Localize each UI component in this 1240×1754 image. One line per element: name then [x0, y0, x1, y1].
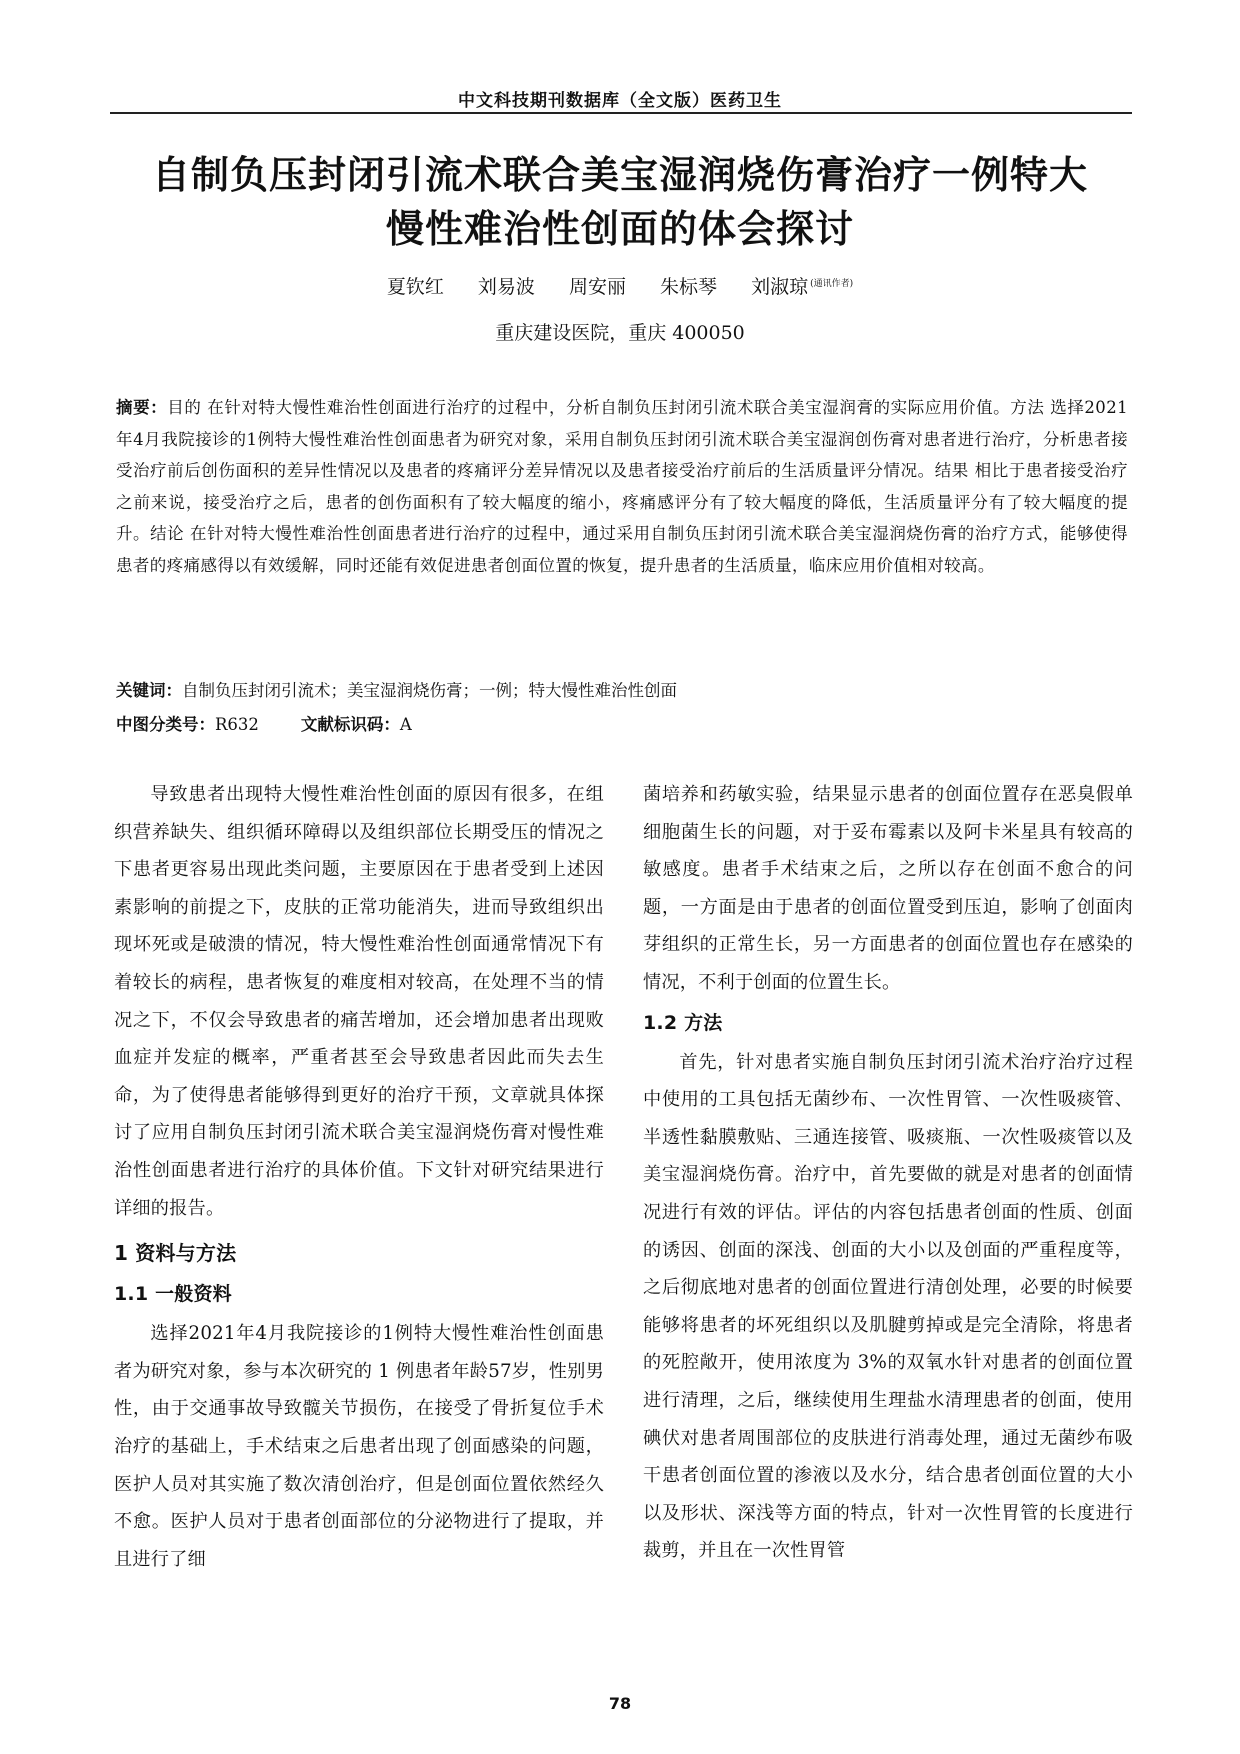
author-name: 刘淑琼	[751, 276, 809, 298]
title-line-2: 慢性难治性创面的体会探讨	[385, 207, 854, 251]
classification-label: 中图分类号：	[116, 715, 215, 734]
body-paragraph: 选择2021年4月我院接诊的1例特大慢性难治性创面患者为研究对象，参与本次研究的 1 例患者年龄57岁，性别男性，由于交通事故导致髋关节损伤，在接受了骨折复位手术治疗的基础上，手术结束之后患者出现了创面感染的问题，医护人员对其实施了数次清创治疗，但是创面位置依然经久不愈。医护人员对于患者创面部位的分泌物进行了提取，并且进行了细	[114, 1323, 604, 1570]
author-name: 刘易波	[477, 276, 535, 298]
classification-value: R632	[215, 715, 259, 734]
section-heading: 1 资料与方法	[114, 1241, 237, 1266]
corresponding-author-mark: (通讯作者)	[810, 278, 854, 289]
intro-paragraph: 导致患者出现特大慢性难治性创面的原因有很多，在组织营养缺失、组织循环障碍以及组织部位长期受压的情况之下患者更容易出现此类问题，主要原因在于患者受到上述因素影响的前提之下，皮肤的正常功能消失，进而导致组织出现坏死或是破溃的情况，特大慢性难治性创面通常情况下有着较长的病程，患者恢复的难度相对较高，在处理不当的情况之下，不仅会导致患者的痛苦增加，还会增加患者出现败血症并发症的概率，严重者甚至会导致患者因此而失去生命，为了使得患者能够得到更好的治疗干预，文章就具体探讨了应用自制负压封闭引流术联合美宝湿润烧伤膏对慢性难治性创面患者进行治疗的具体价值。下文针对研究结果进行详细的报告。	[114, 784, 604, 1219]
author-list	[0, 272, 1240, 299]
abstract	[116, 392, 1128, 582]
title-line-1: 自制负压封闭引流术联合美宝湿润烧伤膏治疗一例特大	[151, 153, 1088, 197]
header-rule	[110, 112, 1132, 114]
affiliation: 重庆建设医院，重庆 400050	[495, 322, 745, 344]
body-paragraph: 菌培养和药敏实验，结果显示患者的创面位置存在恶臭假单细胞菌生长的问题，对于妥布霉素以及阿卡米星具有较高的敏感度。患者手术结束之后，之所以存在创面不愈合的问题，一方面是由于患者的创面位置受到压迫，影响了创面肉芽组织的正常生长，另一方面患者的创面位置也存在感染的情况，不利于创面的位置生长。	[643, 784, 1133, 993]
author-name: 朱标琴	[660, 276, 718, 298]
keywords-label: 关键词：	[116, 681, 182, 700]
author-name: 夏钦红	[386, 276, 444, 298]
document-code-value: A	[399, 715, 412, 734]
classification-line	[116, 710, 1128, 740]
author-name-corresponding	[751, 276, 853, 298]
abstract-text: 目的 在针对特大慢性难治性创面进行治疗的过程中，分析自制负压封闭引流术联合美宝湿润膏的实际应用价值。方法 选择2021年4月我院接诊的1例特大慢性难治性创面患者为研究对象，采用自制负压封闭引流术联合美宝湿润创伤膏对患者进行治疗，分析患者接受治疗前后创伤面积的差异性情况以及患者的疼痛评分差异情况以及患者接受治疗前后的生活质量评分情况。结果 相比于患者接受治疗之前来说，接受治疗之后，患者的创伤面积有了较大幅度的缩小，疼痛感评分有了较大幅度的降低，生活质量评分有了较大幅度的提升。结论 在针对特大慢性难治性创面患者进行治疗的过程中，通过采用自制负压封闭引流术联合美宝湿润烧伤膏的治疗方式，能够使得患者的疼痛感得以有效缓解，同时还能有效促进患者创面位置的恢复，提升患者的生活质量，临床应用价值相对较高。	[116, 398, 1128, 575]
paper-title	[90, 148, 1150, 256]
keywords-text: 自制负压封闭引流术；美宝湿润烧伤膏；一例；特大慢性难治性创面	[182, 681, 677, 700]
document-code-label: 文献标识码：	[300, 715, 400, 734]
page-number: 78	[608, 1694, 632, 1713]
keywords	[116, 676, 1128, 706]
body-paragraph: 首先，针对患者实施自制负压封闭引流术治疗治疗过程中使用的工具包括无菌纱布、一次性胃管、一次性吸痰管、半透性黏膜敷贴、三通连接管、吸痰瓶、一次性吸痰管以及美宝湿润烧伤膏。治疗中，首先要做的就是对患者的创面情况进行有效的评估。评估的内容包括患者创面的性质、创面的诱因、创面的深浅、创面的大小以及创面的严重程度等，之后彻底地对患者的创面位置进行清创处理，必要的时候要能够将患者的坏死组织以及肌腱剪掉或是完全清除，将患者的死腔敞开，使用浓度为 3%的双氧水针对患者的创面位置进行清理，之后，继续使用生理盐水清理患者的创面，使用碘伏对患者周围部位的皮肤进行消毒处理，通过无菌纱布吸干患者创面位置的渗液以及水分，结合患者创面位置的大小以及形状、深浅等方面的特点，针对一次性胃管的长度进行裁剪，并且在一次性胃管	[643, 1051, 1133, 1562]
journal-header: 中文科技期刊数据库（全文版）医药卫生	[458, 91, 782, 111]
subsection-heading: 1.2 方法	[643, 1011, 723, 1034]
left-column	[114, 776, 604, 1578]
subsection-heading: 1.1 一般资料	[114, 1283, 232, 1306]
author-name: 周安丽	[568, 276, 626, 298]
abstract-label: 摘要：	[116, 398, 168, 417]
right-column	[643, 776, 1133, 1570]
